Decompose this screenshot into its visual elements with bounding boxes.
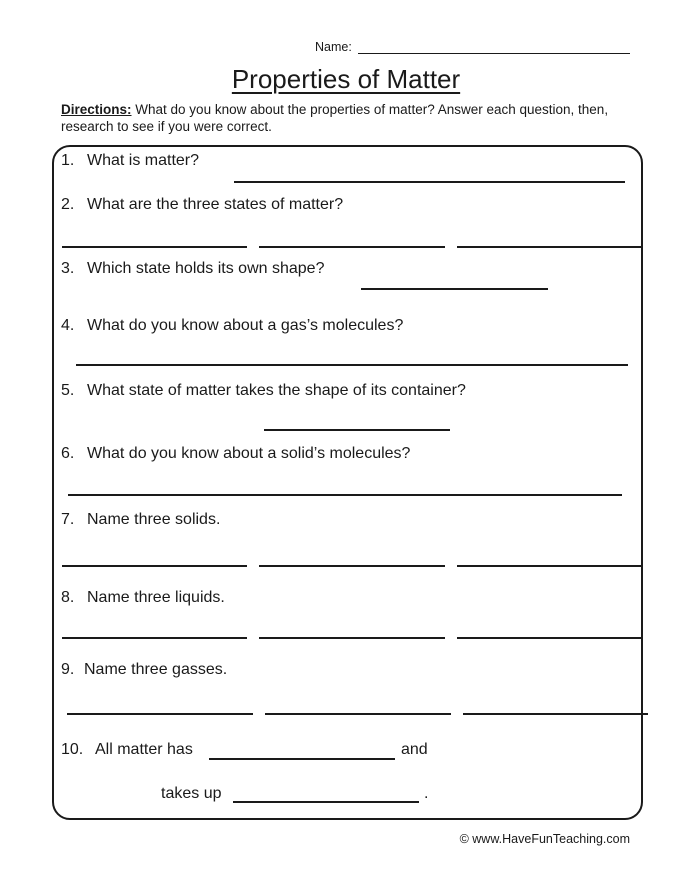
question-text: What do you know about a solid’s molecules?: [87, 445, 411, 462]
question-text: Name three solids.: [87, 511, 221, 528]
directions: [61, 101, 641, 135]
takes-up-text: takes up: [161, 785, 222, 802]
question-text: Name three liquids.: [87, 589, 225, 606]
question-number: 9.: [61, 661, 75, 678]
answer-line-5[interactable]: [264, 429, 450, 431]
question-8: [61, 589, 225, 607]
question-number: 1.: [61, 152, 75, 169]
question-number: 3.: [61, 260, 75, 277]
name-label: Name:: [315, 40, 352, 54]
page-title: Properties of Matter: [231, 64, 461, 94]
question-text: What do you know about a gas’s molecules?: [87, 317, 404, 334]
answer-line-4[interactable]: [76, 364, 628, 366]
question-3: [61, 260, 324, 278]
question-number: 5.: [61, 382, 75, 399]
question-text: What state of matter takes the shape of its container?: [87, 382, 466, 399]
question-number: 10.: [61, 741, 84, 758]
answer-line-7a[interactable]: [62, 565, 247, 567]
copyright: © www.HaveFunTeaching.com: [459, 832, 630, 846]
answer-line-3[interactable]: [361, 288, 548, 290]
directions-label: Directions:: [61, 102, 132, 117]
answer-line-8a[interactable]: [62, 637, 247, 639]
question-number: 8.: [61, 589, 75, 606]
question-7: [61, 511, 220, 529]
answer-line-9c[interactable]: [463, 713, 648, 715]
question-number: 6.: [61, 445, 75, 462]
directions-text: What do you know about the properties of matter? Answer each question, then, research to see if you were correct.: [61, 102, 609, 134]
answer-line-2a[interactable]: [62, 246, 247, 248]
question-text: All matter has: [95, 741, 193, 758]
answer-line-10b[interactable]: [233, 801, 419, 803]
question-2: [61, 196, 343, 214]
question-number: 7.: [61, 511, 75, 528]
answer-line-1[interactable]: [234, 181, 625, 183]
question-text: What are the three states of matter?: [87, 196, 344, 213]
question-4: [61, 317, 403, 335]
name-answer-line[interactable]: [358, 53, 630, 54]
answer-line-8c[interactable]: [457, 637, 642, 639]
question-9: [61, 661, 227, 679]
answer-line-2b[interactable]: [259, 246, 445, 248]
and-text: and: [401, 741, 428, 758]
question-number: 2.: [61, 196, 75, 213]
question-1: [61, 152, 199, 170]
period-text: .: [424, 785, 429, 802]
answer-line-2c[interactable]: [457, 246, 642, 248]
answer-line-10a[interactable]: [209, 758, 395, 760]
question-10: [61, 741, 193, 759]
answer-line-7c[interactable]: [457, 565, 642, 567]
answer-line-9a[interactable]: [67, 713, 253, 715]
question-6: [61, 445, 410, 463]
answer-line-9b[interactable]: [265, 713, 451, 715]
answer-line-6[interactable]: [68, 494, 622, 496]
question-number: 4.: [61, 317, 75, 334]
question-5: [61, 382, 466, 400]
question-text: Name three gasses.: [84, 661, 228, 678]
answer-line-7b[interactable]: [259, 565, 445, 567]
question-text: Which state holds its own shape?: [87, 260, 325, 277]
answer-line-8b[interactable]: [259, 637, 445, 639]
question-text: What is matter?: [87, 152, 200, 169]
